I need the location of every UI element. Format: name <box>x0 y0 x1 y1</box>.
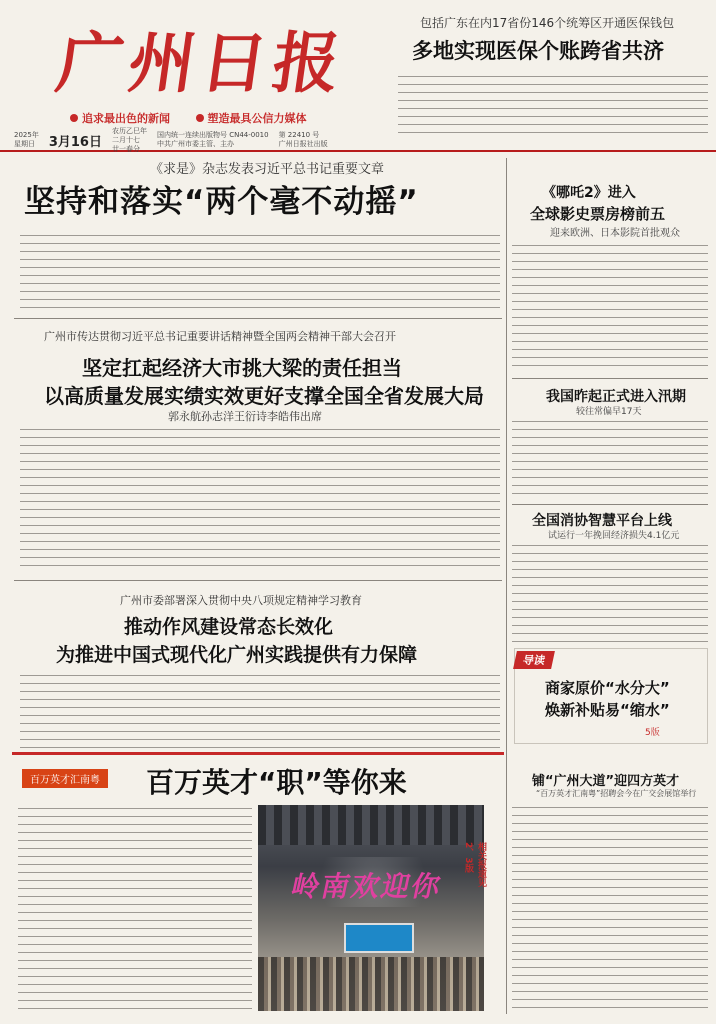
slogan-left: 追求最出色的新闻 <box>70 112 170 125</box>
photo-caption[interactable]: 相关报道见2、3版 <box>463 842 486 887</box>
article1-headline[interactable]: 坚持和落实“两个毫不动摇” <box>24 184 419 220</box>
side1-headline-line1[interactable]: 《哪吒2》进入 <box>542 185 636 201</box>
side1-body-text <box>512 242 708 372</box>
special-body-text <box>18 805 252 1011</box>
photo-ceiling <box>258 805 484 845</box>
lunar-date: 农历乙巳年 二月十七 廿一春分 <box>111 126 147 153</box>
article1-body-text <box>20 232 500 308</box>
section-divider <box>14 580 502 581</box>
side3-headline[interactable]: 全国消协智慧平台上线 <box>532 513 672 529</box>
column-divider <box>506 158 507 1014</box>
article2-body-text <box>20 426 500 566</box>
side4-body-text <box>512 804 708 1014</box>
guide-tag: 导读 <box>513 651 555 669</box>
year-weekday: 2025年 星期日 <box>14 131 39 148</box>
newspaper-logo[interactable]: 广州日报 <box>51 24 351 102</box>
slogan-dot-icon <box>70 114 78 122</box>
issue-number: 第 22410 号 广州日报社出版 <box>278 131 328 148</box>
side3-body-text <box>512 542 708 642</box>
side4-subhead: “百万英才汇南粤”招聘会今在广交会展馆举行 <box>536 789 697 798</box>
top-right-subhead: 包括广东在内17省份146个统筹区开通医保钱包 <box>420 16 675 30</box>
top-right-headline[interactable]: 多地实现医保个账跨省共济 <box>412 39 664 63</box>
article3-body-text <box>20 672 500 748</box>
side1-subhead: 迎来欧洲、日本影院首批观众 <box>550 228 680 239</box>
special-headline[interactable]: 百万英才“职”等你来 <box>146 766 407 799</box>
masthead-slogans <box>70 110 329 126</box>
slogan-dot-icon <box>196 114 204 122</box>
side1-headline-line2[interactable]: 全球影史票房榜前五 <box>530 205 666 223</box>
side3-subhead: 试运行一年挽回经济损失4.1亿元 <box>548 531 680 541</box>
article2-attendees: 郭永航孙志洋王衍诗李皓伟出席 <box>168 410 322 423</box>
special-feature <box>12 752 504 1014</box>
side4-headline[interactable]: 铺“广州大道”迎四方英才 <box>532 774 680 789</box>
side2-headline[interactable]: 我国昨起正式进入汛期 <box>546 389 686 405</box>
article2-headline-line2[interactable]: 以高质量发展实绩实效更好支撑全国全省发展大局 <box>44 384 484 408</box>
section-divider <box>14 318 502 319</box>
article2-kicker: 广州市传达贯彻习近平总书记重要讲话精神暨全国两会精神干部大会召开 <box>44 330 396 343</box>
section-divider <box>512 378 708 379</box>
guide-line1[interactable]: 商家原价“水分大” <box>545 679 670 697</box>
top-right-body-text <box>398 73 708 139</box>
side2-body-text <box>512 418 708 500</box>
article3-headline-line1[interactable]: 推动作风建设常态长效化 <box>124 616 334 638</box>
photo-crowd <box>258 957 484 1011</box>
article3-kicker: 广州市委部署深入贯彻中央八项规定精神学习教育 <box>120 594 362 607</box>
job-fair-photo <box>258 805 484 1011</box>
section-divider <box>512 504 708 505</box>
slogan-right: 塑造最具公信力媒体 <box>196 112 307 125</box>
photo-screen <box>344 923 414 953</box>
article3-headline-line2[interactable]: 为推进中国式现代化广州实践提供有力保障 <box>56 644 418 666</box>
masthead <box>0 0 716 152</box>
side2-subhead: 较往常偏早17天 <box>576 407 642 417</box>
serial-number: 国内统一连续出版物号 CN44-0010 中共广州市委主管、主办 <box>156 131 269 148</box>
special-tag: 百万英才汇南粤 <box>22 769 108 788</box>
guide-box[interactable] <box>514 648 708 744</box>
article2-headline-line1[interactable]: 坚定扛起经济大市挑大梁的责任担当 <box>82 356 402 380</box>
guide-page-ref[interactable]: 5版 <box>645 728 660 738</box>
top-right-article[interactable] <box>398 14 708 132</box>
issue-date: 3月16日 <box>48 134 102 150</box>
article1-kicker: 《求是》杂志发表习近平总书记重要文章 <box>150 162 385 177</box>
guide-line2[interactable]: 焕新补贴易“缩水” <box>545 701 670 719</box>
photo-welcome-banner: 岭南欢迎你 <box>288 857 458 907</box>
